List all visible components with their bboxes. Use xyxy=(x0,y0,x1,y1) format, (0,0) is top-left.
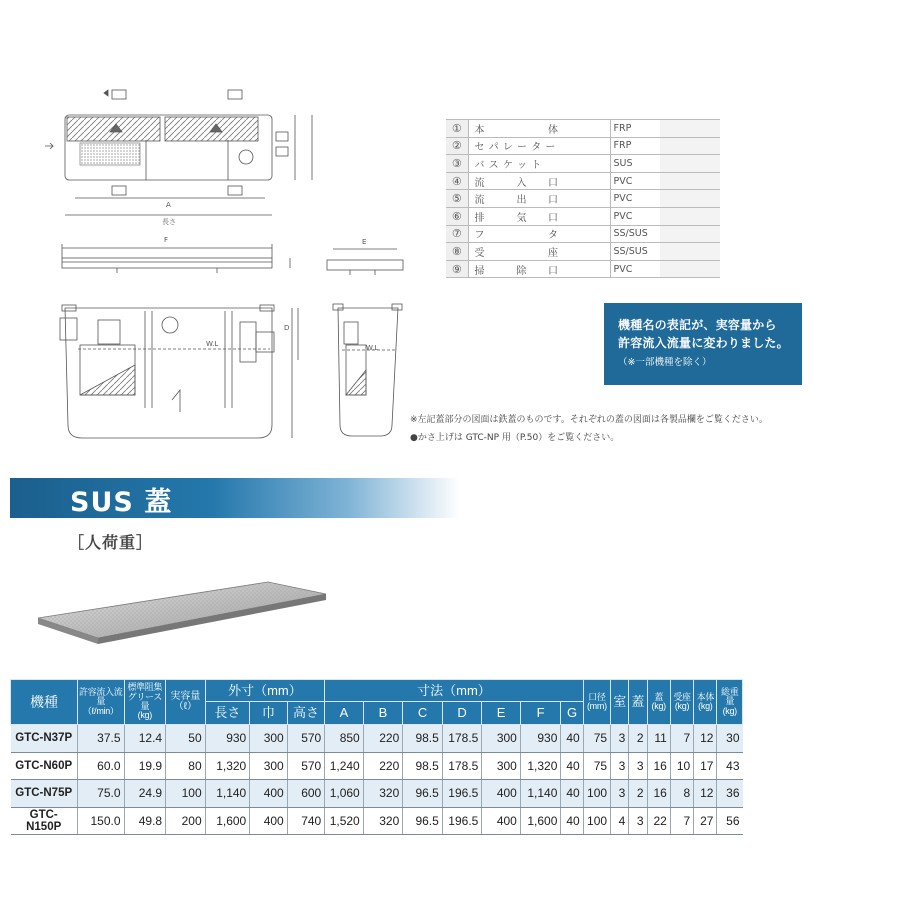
table-row xyxy=(11,807,743,835)
part-spacer xyxy=(660,207,720,225)
part-spacer xyxy=(660,243,720,261)
table-cell: 12 xyxy=(694,780,717,808)
table-cell: 178.5 xyxy=(442,752,482,780)
table-cell: 3 xyxy=(611,780,629,808)
parts-row xyxy=(446,190,720,208)
table-cell: 80 xyxy=(166,752,206,780)
part-material: PVC xyxy=(610,190,660,208)
table-cell: 40 xyxy=(561,780,583,808)
section-title: SUS 蓋 xyxy=(70,487,173,518)
header-a: A xyxy=(325,702,364,725)
notice-line-2: 許容流入流量に変わりました。 xyxy=(618,336,789,350)
part-name: セ パ レ ー タ ー xyxy=(468,137,610,155)
table-cell: 75.0 xyxy=(77,780,124,808)
table-cell: 96.5 xyxy=(403,807,443,835)
model-cell: GTC-N37P xyxy=(11,725,78,753)
header-grease: 標準阻集グリース量 (kg) xyxy=(124,680,166,725)
sus-lid-photo xyxy=(38,580,328,650)
table-cell: 150.0 xyxy=(77,807,124,835)
table-cell: 11 xyxy=(647,725,670,753)
part-number: ⑤ xyxy=(446,190,468,208)
table-cell: 12 xyxy=(694,725,717,753)
table-cell: 100 xyxy=(583,807,610,835)
header-lid-weight: 蓋 (kg) xyxy=(647,680,670,725)
part-name: フ タ xyxy=(468,225,610,243)
header-lids: 蓋 xyxy=(629,680,647,725)
spec-table xyxy=(10,679,743,835)
table-cell: 24.9 xyxy=(124,780,166,808)
table-cell: 570 xyxy=(287,752,325,780)
table-cell: 10 xyxy=(670,752,693,780)
dim-e-label: E xyxy=(362,238,367,246)
table-cell: 36 xyxy=(717,780,743,808)
part-name: 受 座 xyxy=(468,243,610,261)
part-number: ⑨ xyxy=(446,260,468,278)
table-cell: 196.5 xyxy=(442,780,482,808)
part-spacer xyxy=(660,190,720,208)
parts-row xyxy=(446,137,720,155)
table-cell: 220 xyxy=(363,752,403,780)
table-cell: 50 xyxy=(166,725,206,753)
plan-view-drawing xyxy=(45,90,312,215)
header-f: F xyxy=(520,702,561,725)
parts-row xyxy=(446,207,720,225)
table-cell: 8 xyxy=(670,780,693,808)
table-cell: 1,600 xyxy=(520,807,561,835)
table-cell: 56 xyxy=(717,807,743,835)
part-name: 本 体 xyxy=(468,120,610,138)
part-number: ④ xyxy=(446,172,468,190)
dim-a-label: A xyxy=(166,201,171,209)
table-cell: 220 xyxy=(363,725,403,753)
header-flow: 許容流入流量 （ℓ/min） xyxy=(77,680,124,725)
table-cell: 98.5 xyxy=(403,752,443,780)
table-cell: 400 xyxy=(250,780,288,808)
water-level-label-side: W.L xyxy=(366,344,379,352)
table-cell: 7 xyxy=(670,725,693,753)
table-cell: 40 xyxy=(561,725,583,753)
header-g: G xyxy=(561,702,583,725)
table-cell: 850 xyxy=(325,725,364,753)
part-name: 掃 除 口 xyxy=(468,260,610,278)
table-cell: 400 xyxy=(482,780,521,808)
part-material: SS/SUS xyxy=(610,243,660,261)
parts-row xyxy=(446,225,720,243)
header-length: 長さ xyxy=(205,702,250,725)
part-spacer xyxy=(660,260,720,278)
part-name: 流 入 口 xyxy=(468,172,610,190)
model-cell: GTC-N150P xyxy=(11,807,78,835)
lid-end-drawing xyxy=(327,249,403,275)
note-cast-iron-lid: ※左記蓋部分の図面は鉄蓋のものです。それぞれの蓋の図面は各製品欄をご覧ください。 xyxy=(410,415,768,425)
model-cell: GTC-N75P xyxy=(11,780,78,808)
side-section-drawing xyxy=(333,304,402,436)
table-cell: 16 xyxy=(647,780,670,808)
parts-row xyxy=(446,120,720,138)
section-header xyxy=(10,478,460,518)
table-cell: 600 xyxy=(287,780,325,808)
table-cell: 300 xyxy=(250,725,288,753)
table-cell: 75 xyxy=(583,752,610,780)
table-cell: 570 xyxy=(287,725,325,753)
note-raise: ●かさ上げは GTC-NP 用（P.50）をご覧ください。 xyxy=(410,433,620,443)
dim-f-label: F xyxy=(164,236,169,244)
header-d: D xyxy=(442,702,482,725)
table-cell: 22 xyxy=(647,807,670,835)
header-outer-dims: 外寸（mm） xyxy=(205,680,325,702)
part-number: ⑥ xyxy=(446,207,468,225)
table-cell: 60.0 xyxy=(77,752,124,780)
table-cell: 1,240 xyxy=(325,752,364,780)
table-cell: 400 xyxy=(250,807,288,835)
model-cell: GTC-N60P xyxy=(11,752,78,780)
table-cell: 740 xyxy=(287,807,325,835)
table-cell: 19.9 xyxy=(124,752,166,780)
table-cell: 3 xyxy=(629,807,647,835)
header-bore: 口径 (mm) xyxy=(583,680,610,725)
water-level-label: W.L xyxy=(206,340,219,348)
part-material: PVC xyxy=(610,172,660,190)
header-b: B xyxy=(363,702,403,725)
table-cell: 100 xyxy=(166,780,206,808)
dim-length-label: 長さ xyxy=(162,218,176,226)
part-material: PVC xyxy=(610,207,660,225)
part-number: ⑧ xyxy=(446,243,468,261)
header-seat-weight: 受座 (kg) xyxy=(670,680,693,725)
table-cell: 75 xyxy=(583,725,610,753)
header-e: E xyxy=(482,702,521,725)
table-cell: 2 xyxy=(629,725,647,753)
part-material: SUS xyxy=(610,155,660,173)
header-dims: 寸法（mm） xyxy=(325,680,583,702)
table-cell: 1,520 xyxy=(325,807,364,835)
table-row xyxy=(11,780,743,808)
table-cell: 40 xyxy=(561,752,583,780)
part-name: バ ス ケ ッ ト xyxy=(468,155,610,173)
cross-section-drawing xyxy=(60,305,298,438)
table-cell: 4 xyxy=(611,807,629,835)
parts-row xyxy=(446,155,720,173)
table-cell: 300 xyxy=(482,725,521,753)
part-material: FRP xyxy=(610,137,660,155)
table-cell: 40 xyxy=(561,807,583,835)
lid-side-drawing xyxy=(62,244,290,273)
table-cell: 2 xyxy=(629,780,647,808)
table-cell: 30 xyxy=(717,725,743,753)
part-number: ⑦ xyxy=(446,225,468,243)
table-cell: 100 xyxy=(583,780,610,808)
header-height: 高さ xyxy=(287,702,325,725)
header-c: C xyxy=(403,702,443,725)
table-cell: 96.5 xyxy=(403,780,443,808)
table-row xyxy=(11,752,743,780)
header-total-weight: 総重量 (kg) xyxy=(717,680,743,725)
notice-line-1: 機種名の表記が、実容量から xyxy=(618,318,777,332)
table-cell: 1,060 xyxy=(325,780,364,808)
table-cell: 49.8 xyxy=(124,807,166,835)
table-cell: 930 xyxy=(520,725,561,753)
table-cell: 17 xyxy=(694,752,717,780)
part-number: ② xyxy=(446,137,468,155)
table-cell: 3 xyxy=(629,752,647,780)
parts-table xyxy=(446,119,720,278)
table-cell: 1,140 xyxy=(205,780,250,808)
part-spacer xyxy=(660,172,720,190)
header-body-weight: 本体 (kg) xyxy=(694,680,717,725)
table-cell: 1,140 xyxy=(520,780,561,808)
part-spacer xyxy=(660,120,720,138)
parts-row xyxy=(446,172,720,190)
header-width: 巾 xyxy=(250,702,288,725)
table-cell: 27 xyxy=(694,807,717,835)
table-cell: 12.4 xyxy=(124,725,166,753)
table-cell: 1,600 xyxy=(205,807,250,835)
table-cell: 98.5 xyxy=(403,725,443,753)
table-cell: 320 xyxy=(363,807,403,835)
part-name: 排 気 口 xyxy=(468,207,610,225)
part-spacer xyxy=(660,137,720,155)
table-cell: 7 xyxy=(670,807,693,835)
notice-sub: （※一部機種を除く） xyxy=(618,357,712,368)
table-cell: 3 xyxy=(611,725,629,753)
part-material: SS/SUS xyxy=(610,225,660,243)
header-rooms: 室 xyxy=(611,680,629,725)
dim-d-label: D xyxy=(284,324,290,332)
part-material: PVC xyxy=(610,260,660,278)
part-spacer xyxy=(660,155,720,173)
part-number: ③ xyxy=(446,155,468,173)
part-number: ① xyxy=(446,120,468,138)
table-cell: 1,320 xyxy=(205,752,250,780)
table-cell: 178.5 xyxy=(442,725,482,753)
parts-row xyxy=(446,260,720,278)
part-spacer xyxy=(660,225,720,243)
header-model: 機種 xyxy=(11,680,78,725)
part-name: 流 出 口 xyxy=(468,190,610,208)
part-material: FRP xyxy=(610,120,660,138)
parts-row xyxy=(446,243,720,261)
table-cell: 43 xyxy=(717,752,743,780)
table-cell: 196.5 xyxy=(442,807,482,835)
table-cell: 320 xyxy=(363,780,403,808)
table-cell: 400 xyxy=(482,807,521,835)
table-cell: 930 xyxy=(205,725,250,753)
table-cell: 16 xyxy=(647,752,670,780)
header-capacity: 実容量 （ℓ） xyxy=(166,680,206,725)
load-type-label: ［人荷重］ xyxy=(68,533,154,552)
table-cell: 200 xyxy=(166,807,206,835)
notice-box xyxy=(604,303,802,385)
table-cell: 300 xyxy=(250,752,288,780)
table-cell: 37.5 xyxy=(77,725,124,753)
table-cell: 300 xyxy=(482,752,521,780)
table-cell: 3 xyxy=(611,752,629,780)
table-cell: 1,320 xyxy=(520,752,561,780)
table-row xyxy=(11,725,743,753)
